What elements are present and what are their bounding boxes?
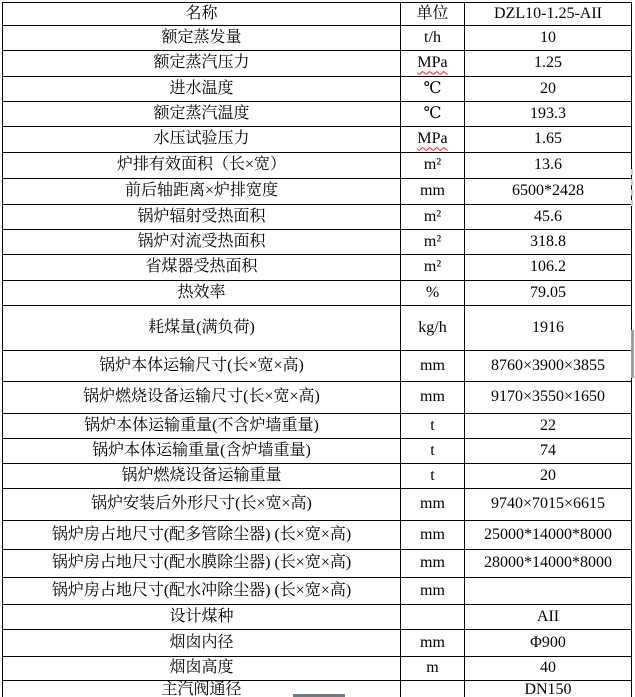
spec-label-cell[interactable]: 烟囱内径	[3, 630, 401, 657]
spec-row	[3, 630, 632, 657]
spec-unit-cell[interactable]: mm	[401, 578, 465, 605]
unit-text-spellcheck: MPa	[417, 54, 448, 72]
spec-label-cell[interactable]: 热效率	[3, 281, 401, 306]
spec-unit-cell[interactable]: m²	[401, 205, 465, 230]
spec-label-cell[interactable]: 锅炉本体运输重量(含炉墙重量)	[3, 439, 401, 464]
spec-value-cell[interactable]: 40	[465, 657, 632, 681]
spec-value-cell[interactable]: 9740×7015×6615	[465, 489, 632, 521]
spec-unit-cell[interactable]: m²	[401, 230, 465, 255]
spec-row	[3, 414, 632, 439]
spec-label-cell[interactable]: 进水温度	[3, 77, 401, 102]
spec-row	[3, 382, 632, 414]
spec-value-cell[interactable]: 1.25	[465, 51, 632, 77]
spec-unit-cell[interactable]: %	[401, 281, 465, 306]
header-cell-model[interactable]: DZL10-1.25-AII	[465, 3, 632, 26]
spec-value-cell[interactable]: 10	[465, 26, 632, 51]
spec-label-cell[interactable]: 锅炉燃烧设备运输尺寸(长×宽×高)	[3, 382, 401, 414]
spec-unit-cell[interactable]: mm	[401, 630, 465, 657]
spec-value-cell[interactable]: AII	[465, 605, 632, 630]
spec-row	[3, 521, 632, 550]
spec-value-cell[interactable]: 8760×3900×3855	[465, 351, 632, 382]
spec-unit-cell[interactable]: mm	[401, 351, 465, 382]
spec-value-cell[interactable]: 1916	[465, 306, 632, 351]
spec-row	[3, 464, 632, 489]
spec-row	[3, 578, 632, 605]
spec-label-cell[interactable]: 额定蒸汽温度	[3, 102, 401, 127]
spec-row	[3, 179, 632, 205]
spec-unit-cell[interactable]: mm	[401, 550, 465, 578]
spec-unit-cell[interactable]: t/h	[401, 26, 465, 51]
spec-value-cell[interactable]: 20	[465, 77, 632, 102]
spec-row	[3, 439, 632, 464]
spec-row	[3, 605, 632, 630]
spec-value-cell[interactable]: 79.05	[465, 281, 632, 306]
spec-unit-cell[interactable]: mm	[401, 382, 465, 414]
spec-unit-cell[interactable]: t	[401, 439, 465, 464]
spec-label-cell[interactable]: 炉排有效面积（长×宽）	[3, 153, 401, 179]
spec-row	[3, 550, 632, 578]
spec-label-cell[interactable]: 主汽阀通径	[3, 681, 401, 697]
spec-row	[3, 255, 632, 281]
spec-value-cell[interactable]: 106.2	[465, 255, 632, 281]
spec-row	[3, 77, 632, 102]
spec-label-cell[interactable]: 锅炉房占地尺寸(配水冲除尘器) (长×宽×高)	[3, 578, 401, 605]
spec-row	[3, 51, 632, 77]
spec-row	[3, 306, 632, 351]
spec-value-cell[interactable]: 9170×3550×1650	[465, 382, 632, 414]
spec-label-cell[interactable]: 锅炉辐射受热面积	[3, 205, 401, 230]
spec-label-cell[interactable]: 烟囱高度	[3, 657, 401, 681]
spec-unit-cell[interactable]: mm	[401, 489, 465, 521]
spec-value-cell[interactable]: 28000*14000*8000	[465, 550, 632, 578]
spec-label-cell[interactable]: 锅炉房占地尺寸(配水膜除尘器) (长×宽×高)	[3, 550, 401, 578]
spec-row	[3, 657, 632, 681]
spec-row	[3, 281, 632, 306]
spec-value-cell[interactable]: Φ900	[465, 630, 632, 657]
spec-label-cell[interactable]: 耗煤量(满负荷)	[3, 306, 401, 351]
spec-label-cell[interactable]: 设计煤种	[3, 605, 401, 630]
text-boundary-dash-mark	[631, 169, 633, 206]
spec-unit-cell[interactable]: m²	[401, 153, 465, 179]
spec-row	[3, 26, 632, 51]
spec-unit-cell[interactable]: ℃	[401, 102, 465, 127]
spec-unit-cell[interactable]: kg/h	[401, 306, 465, 351]
spec-unit-cell[interactable]	[401, 127, 465, 153]
unit-text-spellcheck: MPa	[417, 130, 448, 148]
spec-unit-cell[interactable]	[401, 605, 465, 630]
spec-label-cell[interactable]: 锅炉对流受热面积	[3, 230, 401, 255]
spec-value-cell[interactable]: 20	[465, 464, 632, 489]
spec-unit-cell[interactable]: mm	[401, 179, 465, 205]
spec-label-cell[interactable]: 省煤器受热面积	[3, 255, 401, 281]
spec-unit-cell[interactable]: mm	[401, 521, 465, 550]
spec-unit-cell[interactable]: t	[401, 414, 465, 439]
spec-value-cell[interactable]: DN150	[465, 681, 632, 697]
spec-value-cell[interactable]: 74	[465, 439, 632, 464]
header-cell-name[interactable]: 名称	[3, 3, 401, 26]
spec-label-cell[interactable]: 额定蒸汽压力	[3, 51, 401, 77]
spec-unit-cell[interactable]: m²	[401, 255, 465, 281]
spec-unit-cell[interactable]: m	[401, 657, 465, 681]
spec-label-cell[interactable]: 额定蒸发量	[3, 26, 401, 51]
boiler-spec-table	[2, 2, 632, 697]
spec-unit-cell[interactable]: ℃	[401, 77, 465, 102]
spec-label-cell[interactable]: 前后轴距离×炉排宽度	[3, 179, 401, 205]
spec-label-cell[interactable]: 锅炉安装后外形尺寸(长×宽×高)	[3, 489, 401, 521]
spec-label-cell[interactable]: 水压试验压力	[3, 127, 401, 153]
spec-label-cell[interactable]: 锅炉房占地尺寸(配多管除尘器) (长×宽×高)	[3, 521, 401, 550]
spec-value-cell[interactable]: 45.6	[465, 205, 632, 230]
spec-value-cell[interactable]: 318.8	[465, 230, 632, 255]
spec-value-cell[interactable]: 193.3	[465, 102, 632, 127]
spec-value-cell[interactable]: 1.65	[465, 127, 632, 153]
spec-row	[3, 489, 632, 521]
spec-value-cell[interactable]: 22	[465, 414, 632, 439]
spec-row	[3, 351, 632, 382]
spec-value-cell[interactable]	[465, 578, 632, 605]
spec-unit-cell[interactable]: t	[401, 464, 465, 489]
right-scrollbar-fragment[interactable]	[631, 330, 634, 378]
spec-table-body	[3, 26, 632, 697]
spec-label-cell[interactable]: 锅炉本体运输尺寸(长×宽×高)	[3, 351, 401, 382]
header-cell-unit[interactable]: 单位	[401, 3, 465, 26]
table-header-row	[3, 3, 632, 26]
spec-row	[3, 205, 632, 230]
spec-unit-cell[interactable]	[401, 51, 465, 77]
spec-unit-cell[interactable]	[401, 681, 465, 697]
spec-row	[3, 153, 632, 179]
spec-row	[3, 230, 632, 255]
spec-value-cell[interactable]: 6500*2428	[465, 179, 632, 205]
spec-value-cell[interactable]: 25000*14000*8000	[465, 521, 632, 550]
spec-row	[3, 127, 632, 153]
spec-value-cell[interactable]: 13.6	[465, 153, 632, 179]
spec-label-cell[interactable]: 锅炉本体运输重量(不含炉墙重量)	[3, 414, 401, 439]
spec-label-cell[interactable]: 锅炉燃烧设备运输重量	[3, 464, 401, 489]
spec-row	[3, 102, 632, 127]
